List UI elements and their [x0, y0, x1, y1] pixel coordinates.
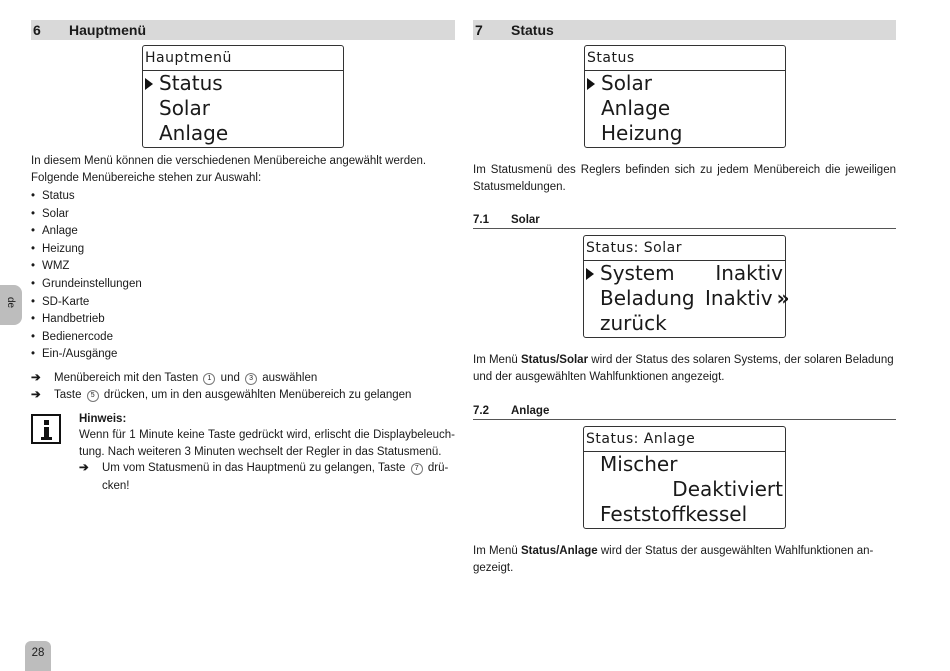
key-1-icon: 1 — [203, 373, 215, 385]
step-text: Taste — [54, 389, 82, 402]
lcd-header: Hauptmenü — [143, 46, 343, 71]
lcd-row-deaktiviert — [584, 477, 785, 502]
lcd-row-system — [584, 261, 785, 286]
section-number: 6 — [33, 22, 41, 38]
desc-menu-path: Status/Solar — [520, 354, 589, 366]
lcd-row-label: Solar — [159, 96, 210, 120]
lcd-status-anlage — [583, 426, 786, 529]
list-item: • Grundeinstellungen — [31, 276, 455, 294]
list-item: • Handbetrieb — [31, 311, 455, 329]
step-text: auswählen — [262, 371, 318, 384]
lcd-row-anlage — [585, 96, 785, 121]
lcd-header: Status: Anlage — [584, 427, 785, 452]
lcd-row-anlage — [143, 121, 343, 146]
right-column — [473, 20, 896, 577]
section-number: 7 — [475, 22, 483, 38]
lcd-row-heizung — [585, 121, 785, 146]
desc-text: Im Menü — [473, 545, 518, 557]
arrow-right-icon: ➔ — [79, 462, 89, 475]
lcd-row-status — [143, 71, 343, 96]
key-7-icon: 7 — [411, 463, 423, 475]
subsection-number: 7.1 — [473, 214, 489, 226]
section-heading-hauptmenue — [31, 20, 455, 40]
lcd-status — [584, 45, 786, 148]
section-title: Status — [511, 22, 554, 38]
lcd-row-value: Inaktiv — [715, 261, 783, 285]
list-item: • Heizung — [31, 241, 455, 259]
lcd-row-label: Beladung — [600, 286, 695, 310]
note-title: Hinweis: — [79, 412, 127, 425]
intro-text-2: Folgende Menübereiche stehen zur Auswahl: — [31, 172, 262, 184]
desc-text: wird der Status des solaren Systems, der solaren Beladung und der ausgewählten Wahlfunktionen angezeigt. — [473, 354, 894, 383]
lcd-row-label: System — [600, 261, 675, 285]
desc-text: wird der Status der ausgewählten Wahlfunktionen an-gezeigt. — [473, 545, 874, 574]
language-tab-label: de — [5, 296, 17, 309]
desc-text: Im Menü — [473, 354, 518, 366]
cursor-arrow-icon — [145, 78, 153, 90]
lcd-status-solar — [583, 235, 790, 338]
list-item: • Bedienercode — [31, 329, 455, 347]
intro-text: In diesem Menü können die verschiedenen Menübereiche angewählt werden. — [31, 155, 427, 167]
lcd-row-beladung — [584, 286, 790, 311]
step-text: Um vom Statusmenü in das Hauptmenü zu gelangen, Taste — [102, 462, 406, 475]
lcd-row-value: Inaktiv — [704, 286, 773, 310]
lcd-row-feststoffkessel — [584, 502, 785, 527]
arrow-right-icon: ➔ — [31, 371, 41, 384]
lcd-header: Status: Solar — [584, 236, 785, 261]
list-item: • WMZ — [31, 258, 455, 276]
step-text: Menübereich mit den Tasten — [54, 371, 199, 384]
page-number: 28 — [25, 641, 51, 671]
subsection-heading-solar — [473, 212, 896, 229]
lcd-row-mischer — [584, 452, 785, 477]
subsection-number: 7.2 — [473, 405, 489, 417]
cursor-arrow-icon — [587, 78, 595, 90]
instruction-step-enter — [31, 387, 455, 405]
lcd-row-label: Heizung — [601, 121, 683, 145]
lcd-row-zurueck — [584, 311, 785, 336]
subsection-title: Solar — [511, 214, 540, 226]
step-text: drücken, um in den ausgewählten Menübereich zu gelangen — [103, 389, 412, 402]
key-3-icon: 3 — [245, 373, 257, 385]
anlage-description — [473, 543, 896, 577]
note-step — [79, 460, 455, 495]
list-item: • Solar — [31, 206, 455, 224]
lcd-row-solar — [585, 71, 785, 96]
lcd-hauptmenue — [142, 45, 344, 148]
info-icon — [31, 414, 61, 444]
lcd-row-label: Mischer — [600, 452, 678, 476]
arrow-right-icon: ➔ — [31, 389, 41, 402]
note-text: Wenn für 1 Minute keine Taste gedrückt wird, erlischt die Displaybeleuch-tung. Nach weiteren 3 Minuten wechselt der Regler in das Statusmenü. — [79, 429, 455, 458]
lcd-row-solar — [143, 96, 343, 121]
step-text: drü-cken! — [102, 462, 449, 492]
lcd-row-label: Solar — [601, 71, 652, 95]
list-item: • Status — [31, 188, 455, 206]
lcd-row-label: zurück — [600, 311, 667, 335]
list-item: • SD-Karte — [31, 294, 455, 312]
list-item: • Anlage — [31, 223, 455, 241]
key-5-icon: 5 — [87, 390, 99, 402]
subsection-title: Anlage — [511, 405, 550, 417]
menu-areas-list — [31, 188, 455, 364]
lcd-row-label: Feststoffkessel — [600, 502, 748, 526]
solar-description — [473, 352, 896, 386]
lcd-row-label: Status — [159, 71, 223, 95]
section-heading-status — [473, 20, 896, 40]
note-box — [31, 411, 455, 496]
subsection-heading-anlage — [473, 403, 896, 420]
section-title: Hauptmenü — [69, 22, 146, 38]
lcd-row-label: Anlage — [159, 121, 229, 145]
step-text: und — [220, 371, 240, 384]
lcd-row-value: Deaktiviert — [672, 477, 783, 501]
cursor-arrow-icon — [586, 268, 594, 280]
language-tab — [0, 285, 22, 325]
left-column — [31, 20, 455, 495]
desc-menu-path: Status/Anlage — [520, 545, 598, 557]
lcd-header: Status — [585, 46, 785, 71]
instruction-step-select — [31, 370, 455, 388]
double-chevron-right-icon: » — [776, 286, 790, 310]
status-intro-text: Im Statusmenü des Reglers befinden sich zu jedem Menübereich die jeweiligen Statusmeldungen. — [473, 164, 896, 193]
lcd-row-label: Anlage — [601, 96, 671, 120]
list-item: • Ein-/Ausgänge — [31, 346, 455, 364]
